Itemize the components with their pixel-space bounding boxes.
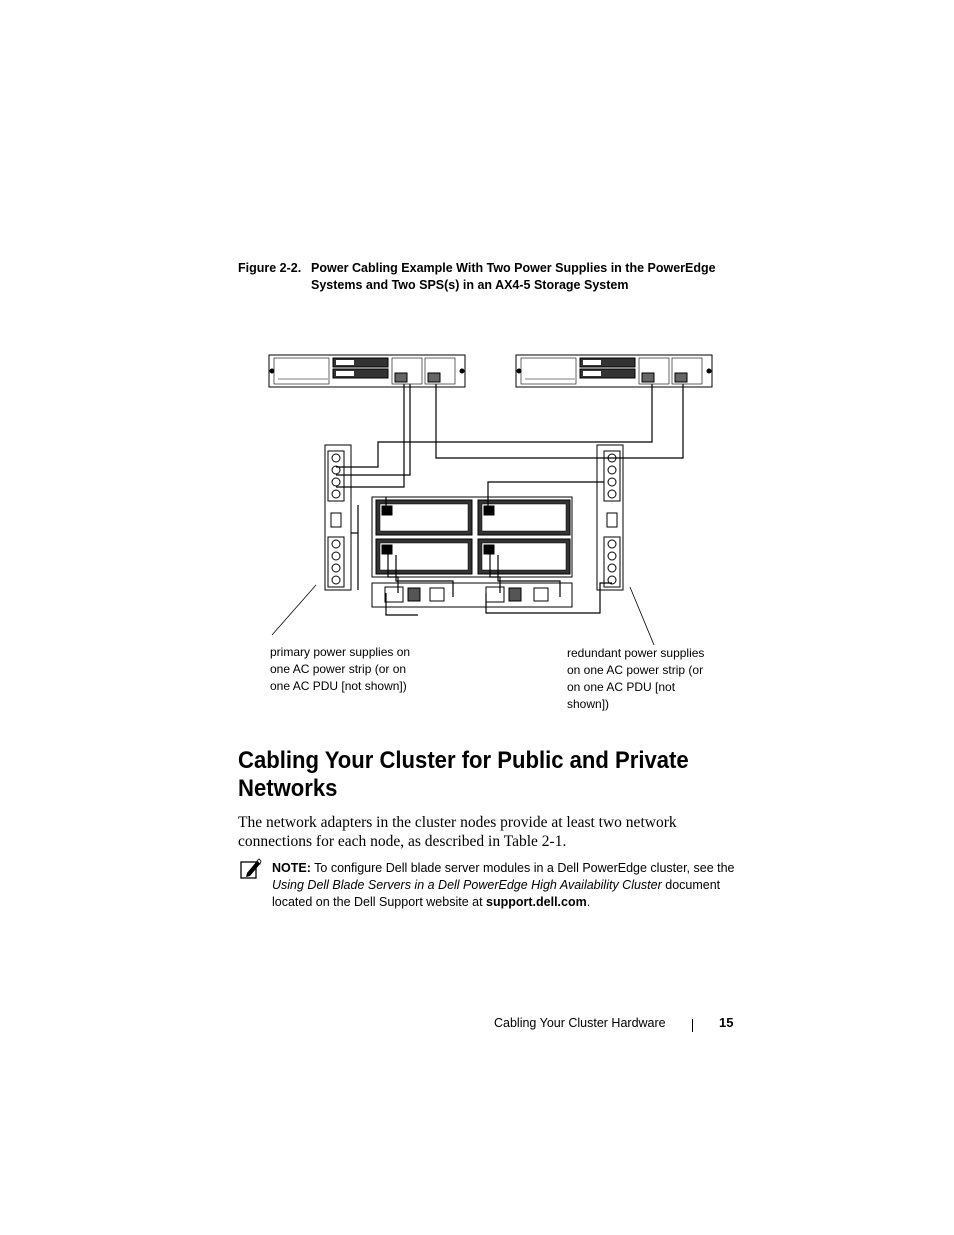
footer-divider: [692, 1019, 693, 1032]
support-site-link[interactable]: support.dell.com: [486, 895, 587, 909]
footer-chapter-title: Cabling Your Cluster Hardware: [494, 1016, 666, 1030]
note-text-3: .: [586, 895, 591, 909]
server-left: [269, 355, 465, 387]
sps-units: [372, 583, 572, 607]
note-doc-title: Using Dell Blade Servers in a Dell PowerEdge High Availability Cluster: [272, 878, 662, 892]
page-number: 15: [719, 1015, 734, 1030]
server-right: [516, 355, 712, 387]
figure-number: Figure 2-2.: [238, 261, 302, 275]
note-text-1: To configure Dell blade server modules in a Dell PowerEdge cluster, see the: [314, 861, 735, 875]
note-block: [272, 860, 742, 911]
callout-leader-right: [630, 587, 654, 645]
callout-primary-power: primary power supplies on one AC power strip (or on one AC PDU [not shown]): [270, 645, 411, 693]
note-label: NOTE:: [272, 861, 311, 875]
figure-title: Power Cabling Example With Two Power Supplies in the PowerEdge Systems and Two SPS(s) in an AX4-5 Storage System: [311, 261, 716, 292]
callout-redundant-power: redundant power supplies on one AC power strip (or on one AC PDU [not shown]): [567, 646, 705, 711]
section-heading: Cabling Your Cluster for Public and Private Networks: [238, 747, 689, 802]
power-cabling-diagram: [238, 345, 738, 645]
note-text-2: document located on the Dell Support website at: [272, 878, 721, 909]
pencil-note-icon: [240, 858, 262, 880]
storage-system: [372, 497, 572, 577]
body-paragraph: The network adapters in the cluster nodes provide at least two network connections for each node, as described in Table 2-1.: [238, 814, 677, 850]
callout-leader-left: [272, 585, 316, 635]
power-strip-right: [597, 445, 623, 590]
